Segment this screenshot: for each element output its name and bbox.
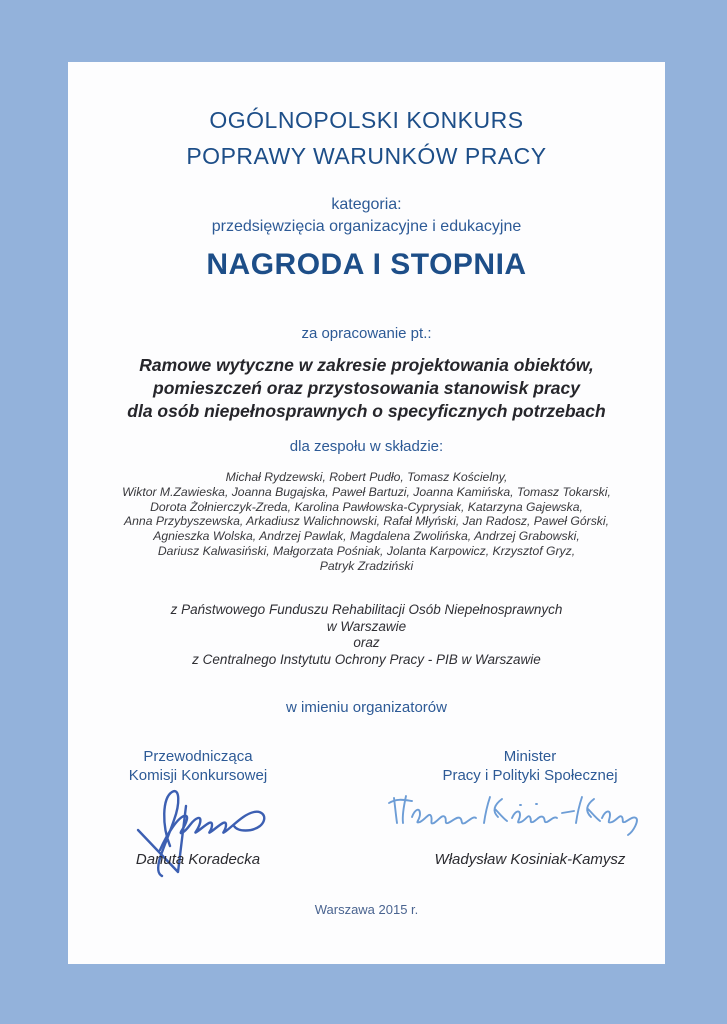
institution-line: oraz xyxy=(353,635,380,650)
work-title-line: Ramowe wytyczne w zakresie projektowania obiektów, xyxy=(139,355,594,375)
signature-role-right-line2: Pracy i Polityki Społecznej xyxy=(442,767,618,784)
team-line: Wiktor M.Zawieska, Joanna Bugajska, Paweł Bartuzi, Joanna Kamińska, Tomasz Tokarski, xyxy=(122,484,611,499)
team-line: Agnieszka Wolska, Andrzej Pawlak, Magdalena Zwolińska, Andrzej Grabowski, xyxy=(153,529,580,544)
team-line: Patryk Zradziński xyxy=(319,558,414,573)
institution-line: z Państwowego Funduszu Rehabilitacji Osób Niepełnosprawnych xyxy=(170,602,563,617)
organizers-line: w imieniu organizatorów xyxy=(286,699,447,716)
team-list xyxy=(68,470,665,574)
award-title: NAGRODA I STOPNIA xyxy=(206,248,527,281)
handwritten-signature-right-icon xyxy=(386,790,642,838)
team-line: Dorota Żołnierczyk-Zreda, Karolina Pawłowska-Cyprysiak, Katarzyna Gajewska, xyxy=(150,499,583,514)
signature-role-left xyxy=(88,747,308,785)
category-value: przedsięwzięcia organizacyjne i edukacyjne xyxy=(211,218,522,235)
signatory-name-right: Władysław Kosiniak-Kamysz xyxy=(434,851,626,868)
place-date: Warszawa 2015 r. xyxy=(314,902,419,917)
team-line: Anna Przybyszewska, Arkadiusz Walichnowski, Rafał Młyński, Jan Radosz, Paweł Górski, xyxy=(124,514,609,529)
team-line: Michał Rydzewski, Robert Pudło, Tomasz Kościelny, xyxy=(225,470,508,484)
competition-title-line1: OGÓLNOPOLSKI KONKURS xyxy=(209,107,524,133)
signature-role-left-line2: Komisji Konkursowej xyxy=(128,767,268,784)
team-line: Dariusz Kalwasiński, Małgorzata Pośniak, Jolanta Karpowicz, Krzysztof Gryz, xyxy=(157,543,576,558)
team-intro: dla zespołu w składzie: xyxy=(289,438,444,455)
signature-role-left-line1: Przewodnicząca xyxy=(143,748,253,765)
category-block xyxy=(68,194,665,238)
work-title-line: dla osób niepełnosprawnych o specyficznych potrzebach xyxy=(127,401,606,421)
competition-title-line2: POPRAWY WARUNKÓW PRACY xyxy=(186,143,547,169)
signature-role-right xyxy=(420,747,640,785)
signature-role-right-line1: Minister xyxy=(503,748,557,765)
signatory-name-left: Danuta Koradecka xyxy=(135,851,261,868)
institution-line: z Centralnego Instytutu Ochrony Pracy - PIB w Warszawie xyxy=(192,651,541,667)
work-title-line: pomieszczeń oraz przystosowania stanowisk pracy xyxy=(153,378,580,398)
institution-line: w Warszawie xyxy=(326,618,407,634)
category-label: kategoria: xyxy=(331,196,402,213)
institutions-block xyxy=(68,602,665,668)
certificate-panel xyxy=(68,62,665,964)
work-intro: za opracowanie pt.: xyxy=(301,325,432,342)
work-title xyxy=(68,354,665,423)
competition-title xyxy=(68,102,665,174)
